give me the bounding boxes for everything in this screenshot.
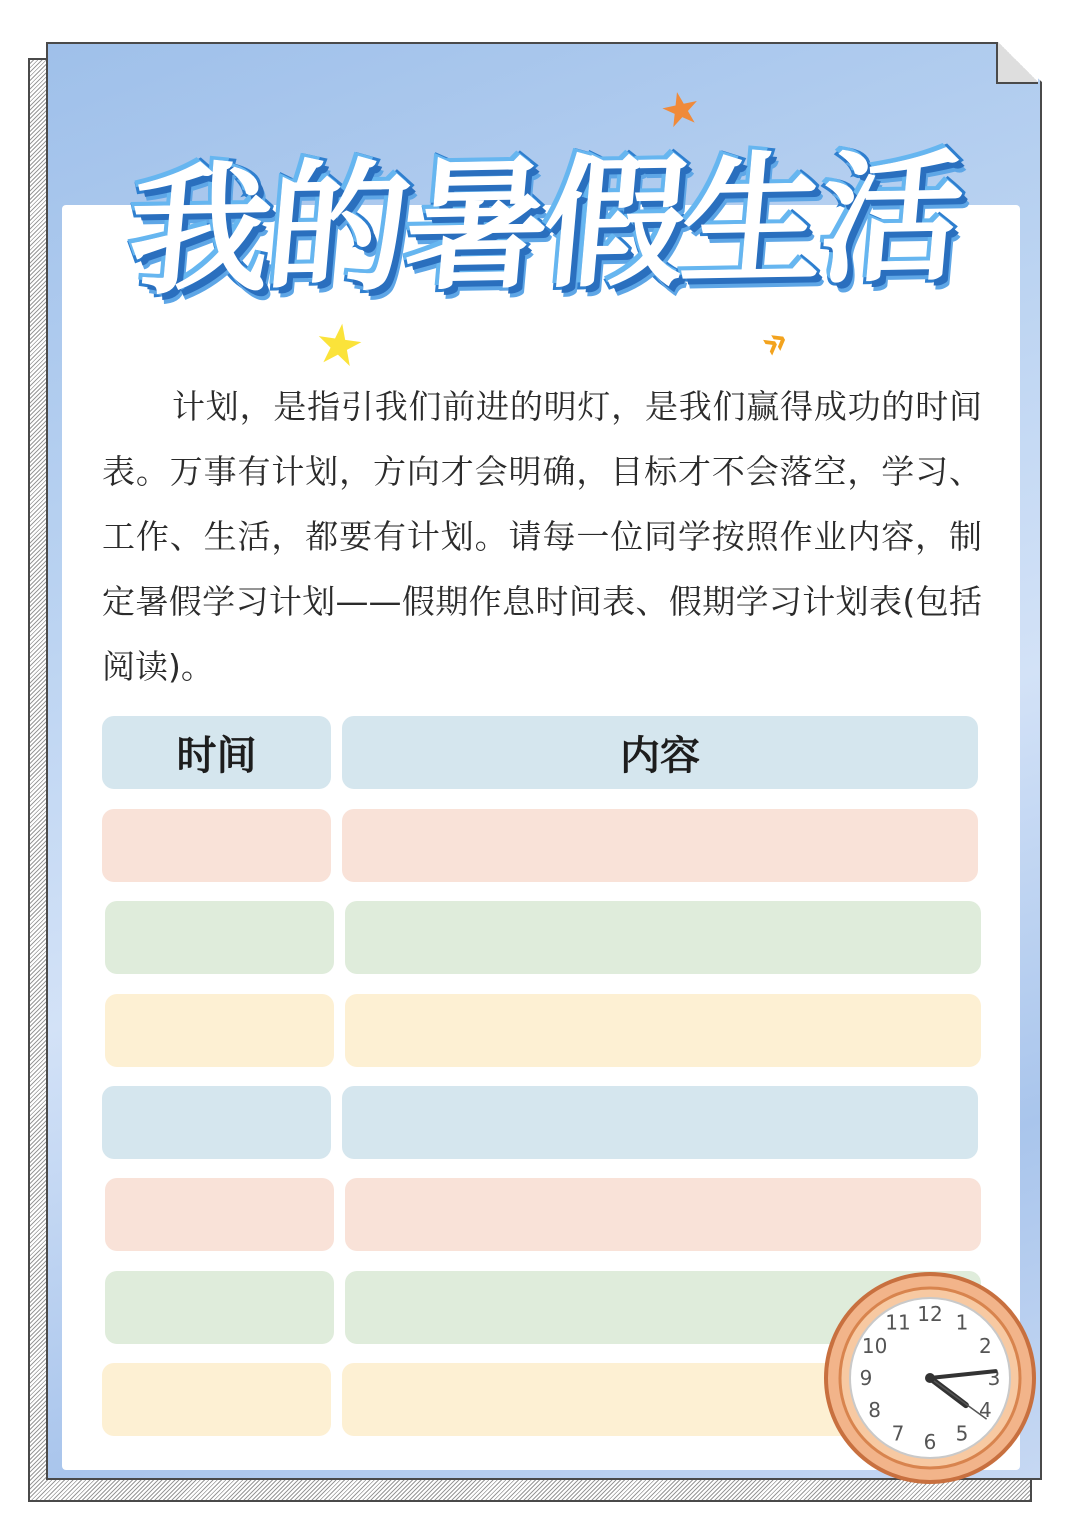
orange-star-icon: ★	[654, 78, 707, 140]
table-cell-content	[345, 1178, 981, 1251]
table-cell-time	[105, 994, 334, 1067]
folded-corner	[996, 42, 1038, 84]
title-banner	[60, 88, 1030, 338]
table-cell-content	[345, 901, 981, 974]
table-cell-time	[102, 809, 331, 882]
intro-paragraph: 计划，是指引我们前进的明灯，是我们赢得成功的时间表。万事有计划，方向才会明确，目标才不会落空，学习、工作、生活，都要有计划。请每一位同学按照作业内容，制定暑假学习计划——假期作息时间表、假期学习计划表(包括阅读)。	[102, 387, 982, 686]
table-cell-time	[105, 901, 334, 974]
table-cell-content	[342, 1086, 978, 1159]
table-cell-content	[342, 809, 978, 882]
clock-numeral: 11	[885, 1310, 911, 1335]
table-cell-time	[102, 1086, 331, 1159]
clock-numeral: 8	[868, 1398, 881, 1422]
page-title: 我的暑假生活	[121, 135, 966, 316]
clock-numeral: 6	[923, 1430, 937, 1454]
chevrons-icon: »	[752, 315, 798, 369]
clock-numeral: 3	[987, 1366, 1001, 1390]
table-header-time: 时间	[102, 716, 331, 789]
clock-numeral: 12	[917, 1302, 943, 1326]
clock-numeral: 10	[861, 1334, 888, 1358]
table-cell-time	[105, 1178, 334, 1251]
table-cell-time	[102, 1363, 331, 1436]
clock-numeral: 4	[979, 1398, 992, 1422]
clock-numeral: 1	[955, 1310, 969, 1335]
yellow-star-icon: ★	[309, 309, 369, 382]
clock-numeral: 7	[891, 1421, 905, 1446]
clock-icon	[820, 1268, 1040, 1488]
table-cell-content	[345, 994, 981, 1067]
clock-numeral: 5	[955, 1421, 969, 1446]
table-cell-time	[105, 1271, 334, 1344]
clock-numeral: 9	[859, 1366, 873, 1390]
clock-numeral: 2	[979, 1334, 992, 1358]
table-header-content: 内容	[342, 716, 978, 789]
